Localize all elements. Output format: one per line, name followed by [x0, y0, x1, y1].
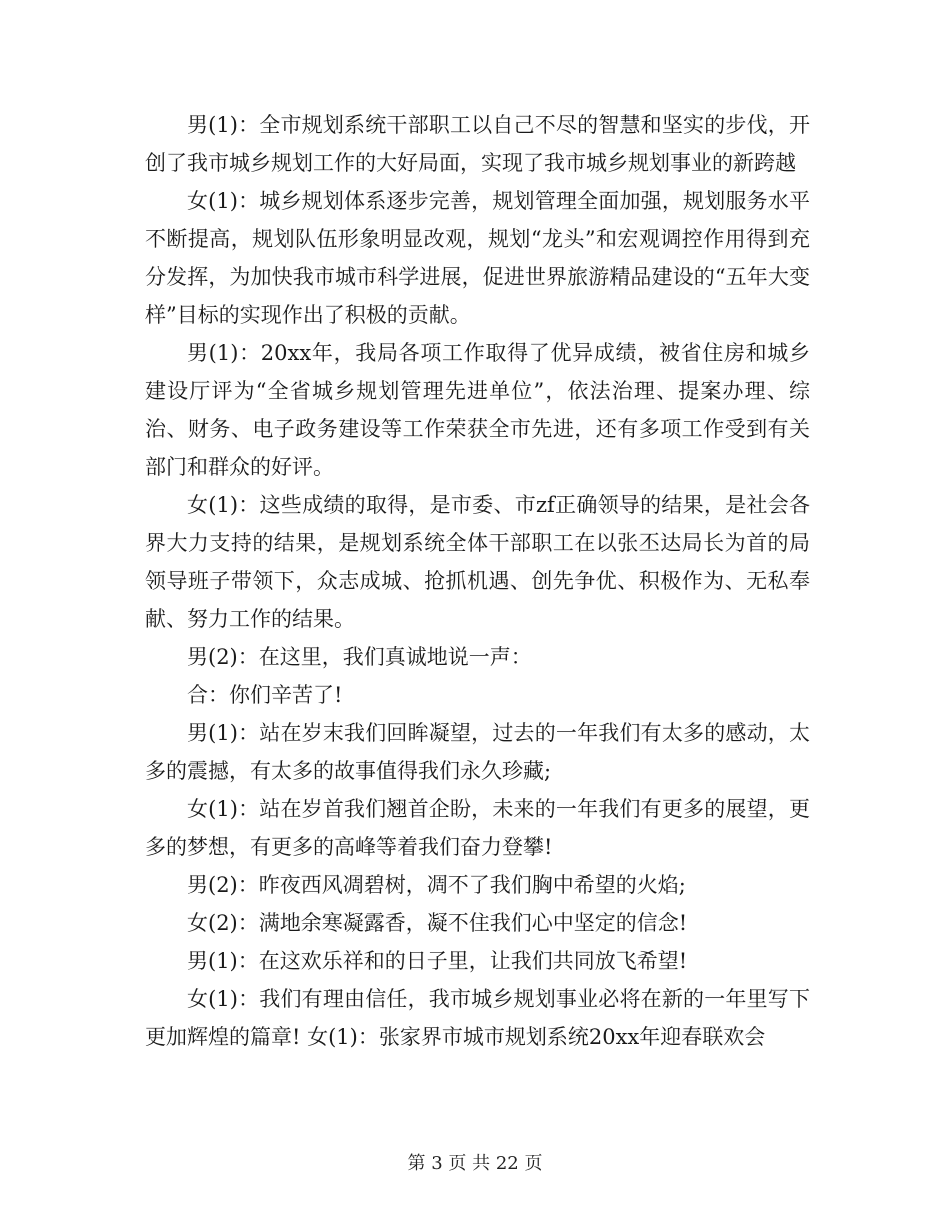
paragraph-5: 男(2)：在这里，我们真诚地说一声：	[187, 645, 532, 669]
paragraph-10: 女(2)：满地余寒凝露香，凝不住我们心中坚定的信念!	[187, 911, 688, 935]
paragraph-1: 男(1)：全市规划系统干部职工以自己不尽的智慧和坚实的步伐，开创了我市城乡规划工作的大好局面，实现了我市城乡规划事业的新跨越	[145, 113, 810, 175]
paragraph-11: 男(1)：在这欢乐祥和的日子里，让我们共同放飞希望!	[187, 949, 688, 973]
paragraph-2: 女(1)：城乡规划体系逐步完善，规划管理全面加强，规划服务水平不断提高，规划队伍形象明显改观，规划“龙头”和宏观调控作用得到充分发挥，为加快我市城市科学进展，促进世界旅游精品建设的“五年大变样”目标的实现作出了积极的贡献。	[145, 189, 810, 327]
page-number-footer: 第 3 页 共 22 页	[407, 1153, 543, 1174]
paragraph-9: 男(2)：昨夜西风凋碧树，凋不了我们胸中希望的火焰;	[187, 873, 686, 897]
paragraph-6: 合：你们辛苦了!	[187, 683, 343, 707]
paragraph-3: 男(1)：20xx年，我局各项工作取得了优异成绩，被省住房和城乡建设厅评为“全省城乡规划管理先进单位”，依法治理、提案办理、综治、财务、电子政务建设等工作荣获全市先进，还有多项工作受到有关部门和群众的好评。	[145, 341, 810, 479]
paragraph-12: 女(1)：我们有理由信任，我市城乡规划事业必将在新的一年里写下更加辉煌的篇章! 女(1)：张家界市城市规划系统20xx年迎春联欢会	[145, 987, 810, 1049]
paragraph-8: 女(1)：站在岁首我们翘首企盼，未来的一年我们有更多的展望，更多的梦想，有更多的高峰等着我们奋力登攀!	[145, 797, 810, 859]
paragraph-7: 男(1)：站在岁末我们回眸凝望，过去的一年我们有太多的感动，太多的震撼，有太多的故事值得我们永久珍藏;	[145, 721, 810, 783]
document-body	[145, 106, 810, 1056]
paragraph-4: 女(1)：这些成绩的取得，是市委、市zf正确领导的结果，是社会各界大力支持的结果，是规划系统全体干部职工在以张丕达局长为首的局领导班子带领下，众志成城、抢抓机遇、创先争优、积极作为、无私奉献、努力工作的结果。	[145, 493, 810, 631]
